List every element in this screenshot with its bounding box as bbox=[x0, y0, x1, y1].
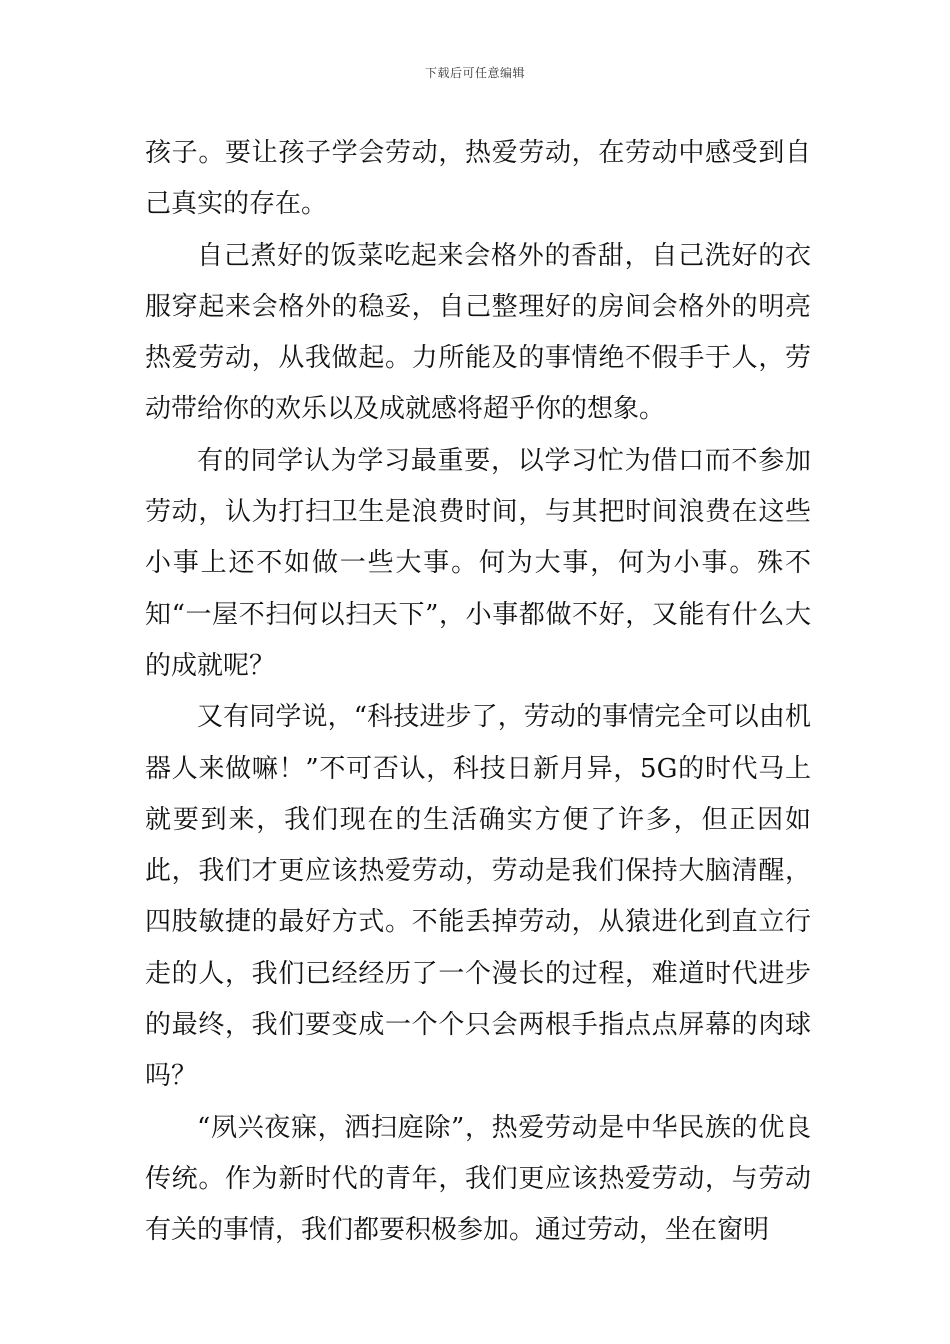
document-body bbox=[145, 128, 811, 1257]
page-header-note: 下载后可任意编辑 bbox=[424, 66, 525, 80]
paragraph-3: 有的同学认为学习最重要，以学习忙为借口而不参加劳动，认为打扫卫生是浪费时间，与其把时间浪费在这些小事上还不如做一些大事。何为大事，何为小事。殊不知“一屋不扫何以扫天下”，小事都做不好，又能有什么大的成就呢？ bbox=[145, 445, 811, 681]
paragraph-5: “夙兴夜寐，洒扫庭除”，热爱劳动是中华民族的优良传统。作为新时代的青年，我们更应该热爱劳动，与劳动有关的事情，我们都要积极参加。通过劳动，坐在窗明 bbox=[145, 1112, 811, 1246]
paragraph-1: 孩子。要让孩子学会劳动，热爱劳动，在劳动中感受到自己真实的存在。 bbox=[145, 138, 811, 220]
paragraph-4: 又有同学说，“科技进步了，劳动的事情完全可以由机器人来做嘛！”不可否认，科技日新月异，5G的时代马上就要到来，我们现在的生活确实方便了许多，但正因如此，我们才更应该热爱劳动，劳动是我们保持大脑清醒，四肢敏捷的最好方式。不能丢掉劳动，从猿进化到直立行走的人，我们已经经历了一个漫长的过程，难道时代进步的最终，我们要变成一个个只会两根手指点点屏幕的肉球吗？ bbox=[145, 702, 811, 1092]
paragraph-2: 自己煮好的饭菜吃起来会格外的香甜，自己洗好的衣服穿起来会格外的稳妥，自己整理好的房间会格外的明亮热爱劳动，从我做起。力所能及的事情绝不假手于人，劳动带给你的欢乐以及成就感将超乎你的想象。 bbox=[145, 240, 811, 425]
